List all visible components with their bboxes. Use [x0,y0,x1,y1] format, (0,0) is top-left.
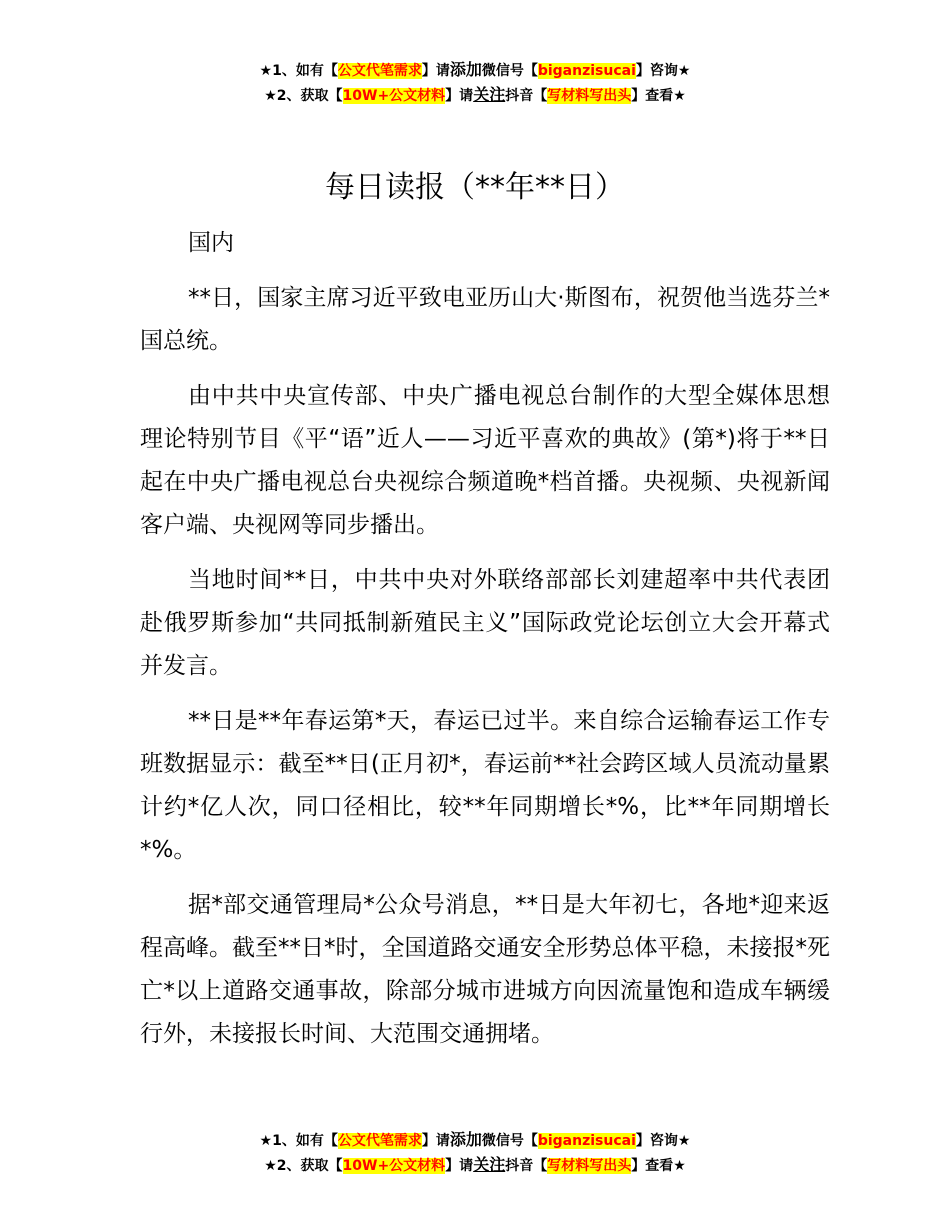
banner-text: 微信号【 [481,63,538,79]
banner-emphasis: 添加 [449,60,482,79]
banner-line-2 [0,83,950,108]
paragraph: 由中共中央宣传部、中央广播电视总台制作的大型全媒体思想理论特别节目《平“语”近人——习近平喜欢的典故》(第*)将于**日起在中央广播电视总台央视综合频道晚*档首播。央视频、央视新闻客户端、央视网等同步播出。 [140,383,830,538]
banner-line-1 [0,1128,950,1153]
banner-highlight: 公文代笔需求 [337,63,422,79]
paragraph: **日，国家主席习近平致电亚历山大·斯图布，祝贺他当选芬兰*国总统。 [140,285,830,354]
banner-text: 】咨询★ [635,1133,691,1149]
banner-text: 】请 [445,88,474,104]
banner-highlight: 公文代笔需求 [337,1133,422,1149]
document-body [140,222,830,1068]
banner-text: 】请 [445,1158,474,1174]
banner-highlight: biganzisucai [537,63,636,79]
banner-text: 】请 [421,63,450,79]
banner-text: ★2、获取【 [264,88,343,104]
banner-emphasis: 关注 [473,1155,506,1174]
banner-text: 】请 [421,1133,450,1149]
banner-text: 】查看★ [631,1158,686,1174]
header-banner [0,58,950,108]
banner-text: ★1、如有【 [259,63,338,79]
banner-highlight: biganzisucai [537,1133,636,1149]
banner-text: 】查看★ [631,88,686,104]
banner-highlight: 10W+公文材料 [342,1158,446,1174]
section-heading: 国内 [188,230,234,256]
banner-emphasis: 添加 [449,1130,482,1149]
banner-highlight: 10W+公文材料 [342,88,446,104]
banner-text: 】咨询★ [635,63,691,79]
paragraph: 当地时间**日，中共中央对外联络部部长刘建超率中共代表团赴俄罗斯参加“共同抵制新殖民主义”国际政党论坛创立大会开幕式并发言。 [140,567,830,679]
paragraph: 据*部交通管理局*公众号消息，**日是大年初七，各地*迎来返程高峰。截至**日*时，全国道路交通安全形势总体平稳，未接报*死亡*以上道路交通事故，除部分城市进城方向因流量饱和造成车辆缓行外，未接报长时间、大范围交通拥堵。 [140,892,830,1047]
footer-banner [0,1128,950,1178]
banner-line-1 [0,58,950,83]
banner-text: ★2、获取【 [264,1158,343,1174]
document-title: 每日读报（**年**日） [325,170,625,205]
banner-text: 抖音【 [505,1158,548,1174]
banner-text: 抖音【 [505,88,548,104]
banner-emphasis: 关注 [473,85,506,104]
banner-line-2 [0,1153,950,1178]
banner-text: ★1、如有【 [259,1133,338,1149]
banner-highlight: 写材料写出头 [547,88,632,104]
paragraph: **日是**年春运第*天，春运已过半。来自综合运输春运工作专班数据显示：截至**日(正月初*，春运前**社会跨区域人员流动量累计约*亿人次，同口径相比，较**年同期增长*%，比**年同期增长*%。 [140,708,830,863]
banner-highlight: 写材料写出头 [547,1158,632,1174]
banner-text: 微信号【 [481,1133,538,1149]
